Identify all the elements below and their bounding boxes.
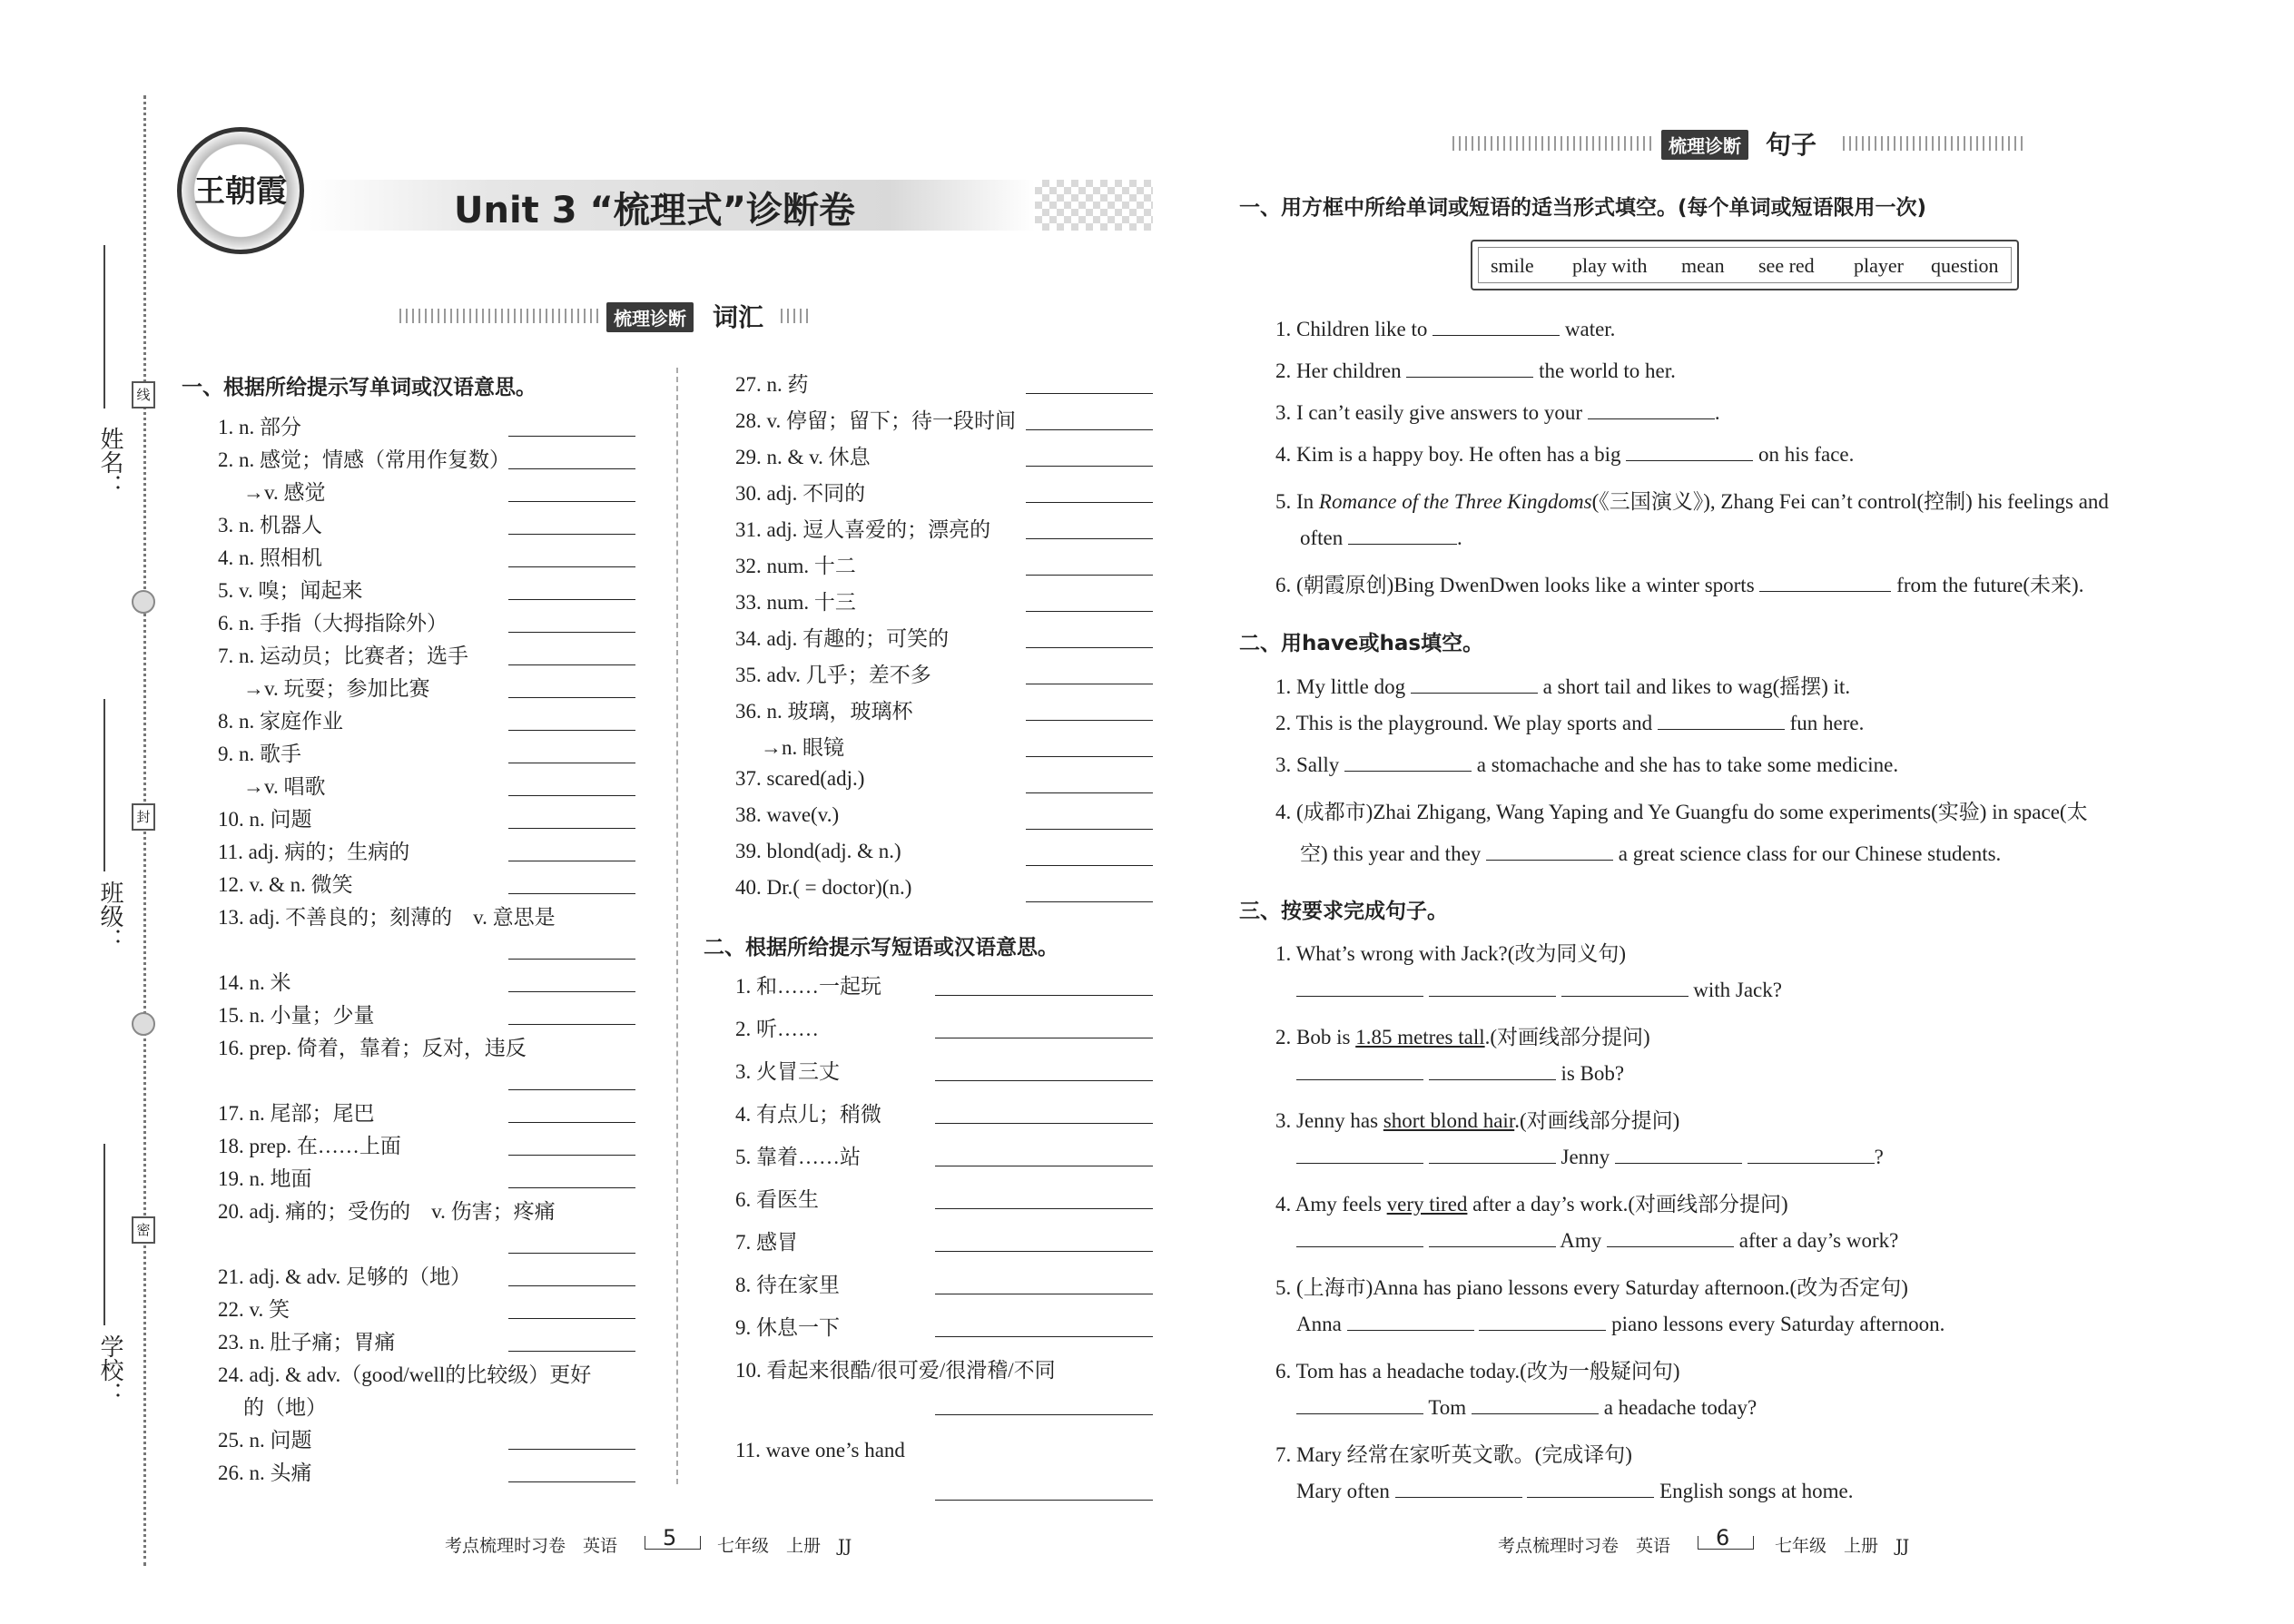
answer-blank[interactable] [1026,611,1153,612]
footer-right-text: 考点梳理时习卷 英语 [1498,1536,1671,1556]
vocab-item: 21. adj. & adv. 足够的（地） [218,1265,471,1288]
school-write-line [103,1144,105,1325]
answer-blank[interactable] [1348,544,1457,545]
sentence-section-tag: 梳理诊断 [1661,130,1748,160]
vocab-item: 6. 看医生 [735,1188,819,1211]
vocab-item: 40. Dr.( = doctor)(n.) [735,876,912,899]
s1-q6: 6. (朝霞原创)Bing DwenDwen looks like a winter sports from the future(未来). [1275,574,2084,596]
page-number-bracket [1698,1536,1754,1550]
s2-q2: 2. This is the playground. We play sports and fun here. [1275,712,1865,734]
vocab-item: 5. v. 嗅；闻起来 [218,579,363,602]
s3-q3: 3. Jenny has short blond hair.(对画线部分提问) [1275,1109,1680,1132]
vocab-item: 7. 感冒 [735,1231,798,1254]
box-word: play with [1572,254,1648,277]
footer-left-page-number: 5 [663,1525,677,1550]
answer-blank[interactable] [508,1122,635,1123]
name-write-line [103,245,105,408]
s3-q7-answer: Mary often English songs at home. [1296,1480,1854,1502]
footer-left-grade: 七年级 上册 JJ [717,1536,852,1556]
s2-q3: 3. Sally a stomachache and she has to take some medicine. [1275,753,1899,776]
s1-q4: 4. Kim is a happy boy. He often has a big on his face. [1275,443,1855,466]
answer-blank[interactable] [1026,829,1153,830]
s1-q5-cont: often . [1300,527,1462,549]
vocab-item: 4. 有点儿；稍微 [735,1103,881,1126]
answer-blank[interactable] [1429,1246,1556,1247]
answer-blank[interactable] [1486,860,1613,861]
answer-blank[interactable] [935,1336,1153,1337]
answer-blank[interactable] [508,501,635,502]
s1-q1: 1. Children like to water. [1275,318,1616,340]
answer-blank[interactable] [508,828,635,829]
name-label: 姓名： [96,427,123,497]
s3-q2-answer: is Bob? [1296,1062,1624,1086]
answer-blank[interactable] [1026,647,1153,648]
s3-q5: 5. (上海市)Anna has piano lessons every Saturday afternoon.(改为否定句) [1275,1276,1908,1299]
vocab-item: 11. wave one’s hand [735,1439,905,1462]
vocab-item: 15. n. 小量；少量 [218,1004,375,1027]
box-word: smile [1491,254,1534,277]
box-word: question [1931,254,1999,277]
answer-blank[interactable] [508,599,635,600]
s3-q4: 4. Amy feels very tired after a day’s work.(对画线部分提问) [1275,1193,1788,1216]
seal-mark-secret: 密 [132,1216,155,1244]
vocab-item: 38. wave(v.) [735,803,840,826]
vocab-item: 30. adj. 不同的 [735,482,866,505]
binding-hole [132,590,155,614]
answer-blank[interactable] [1026,792,1153,793]
part2-heading: 二、根据所给提示写短语或汉语意思。 [704,936,1058,960]
s3-q3-answer: Jenny ? [1296,1146,1884,1169]
vocab-item: 12. v. & n. 微笑 [218,873,353,896]
vocab-item: 1. 和……一起玩 [735,975,881,998]
answer-blank[interactable] [935,1080,1153,1081]
vocab-item: 25. n. 问题 [218,1429,312,1452]
vocab-item: 7. n. 运动员；比赛者；选手 [218,645,468,667]
s2-heading: 二、用have或has填空。 [1239,632,1484,655]
sentence-section-title: 句子 [1766,130,1817,160]
answer-blank[interactable] [1429,1163,1556,1164]
s3-heading: 三、按要求完成句子。 [1239,900,1448,923]
s3-q6: 6. Tom has a headache today.(改为一般疑问句) [1275,1360,1680,1383]
vocab-item: →v. 感觉 [243,481,326,504]
box-word: see red [1758,254,1815,277]
answer-blank[interactable] [508,534,635,535]
answer-blank[interactable] [1026,575,1153,576]
answer-blank[interactable] [508,1253,635,1254]
vocab-item: →v. 玩耍；参加比赛 [243,677,430,700]
answer-blank[interactable] [935,1500,1153,1501]
answer-blank[interactable] [508,959,635,960]
answer-blank[interactable] [1626,460,1753,461]
seal-mark-line: 线 [132,381,155,408]
answer-blank[interactable] [1026,538,1153,539]
answer-blank[interactable] [508,1481,635,1482]
answer-blank[interactable] [508,1351,635,1352]
answer-blank[interactable] [508,1187,635,1188]
s3-q1: 1. What’s wrong with Jack?(改为同义句) [1275,942,1627,965]
answer-blank[interactable] [1026,756,1153,757]
s3-q7: 7. Mary 经常在家听英文歌。(完成译句) [1275,1443,1632,1466]
vocab-item: 20. adj. 痛的；受伤的 v. 伤害；疼痛 [218,1200,556,1223]
answer-blank[interactable] [1472,1413,1599,1414]
answer-blank[interactable] [1658,729,1785,730]
answer-blank[interactable] [935,1123,1153,1124]
vocab-item: 34. adj. 有趣的；可笑的 [735,627,950,650]
vocab-item: 8. n. 家庭作业 [218,710,343,733]
answer-blank[interactable] [1433,335,1560,336]
vocab-item: 8. 待在家里 [735,1274,840,1296]
answer-blank[interactable] [1296,1246,1423,1247]
vocab-item: 11. adj. 病的；生病的 [218,841,410,863]
answer-blank[interactable] [508,1155,635,1156]
vocab-item: 16. prep. 倚着，靠着；反对，违反 [218,1037,527,1059]
answer-blank[interactable] [935,995,1153,996]
s1-q5: 5. In Romance of the Three Kingdoms(《三国演义》), Zhang Fei can’t control(控制) his feelings and [1275,490,2109,513]
answer-blank[interactable] [508,893,635,894]
s3-q2: 2. Bob is 1.85 metres tall.(对画线部分提问) [1275,1026,1650,1048]
s1-q2: 2. Her children the world to her. [1275,359,1676,382]
vocab-item: 9. 休息一下 [735,1316,840,1339]
s1-heading: 一、用方框中所给单词或短语的适当形式填空。(每个单词或短语限用一次) [1239,196,1927,220]
vocab-item: 27. n. 药 [735,373,809,396]
answer-blank[interactable] [508,1449,635,1450]
answer-blank[interactable] [508,1285,635,1286]
vocab-item: 2. 听…… [735,1018,819,1040]
vocab-item: 37. scared(adj.) [735,767,865,790]
section-bar-dashes [781,309,808,323]
vocab-item: 3. 火冒三丈 [735,1060,840,1083]
answer-blank[interactable] [935,1251,1153,1252]
answer-blank[interactable] [1296,1163,1423,1164]
vocab-item: 9. n. 歌手 [218,743,301,765]
answer-blank[interactable] [508,697,635,698]
vocab-item: 1. n. 部分 [218,416,301,438]
answer-blank[interactable] [1026,393,1153,394]
word-box [1471,240,2019,290]
vocab-item: 22. v. 笑 [218,1298,290,1321]
answer-blank[interactable] [1344,771,1472,772]
brand-logo [177,127,304,254]
vocab-item: 10. n. 问题 [218,808,312,831]
class-label: 班级： [96,881,123,951]
binding-hole [132,1012,155,1036]
answer-blank[interactable] [1026,502,1153,503]
answer-blank[interactable] [508,664,635,665]
vocab-item: 17. n. 尾部；尾巴 [218,1102,375,1125]
vocab-item: 2. n. 感觉；情感（常用作复数） [218,448,510,471]
vocab-item: 36. n. 玻璃，玻璃杯 [735,700,913,723]
vocab-item: 23. n. 肚子痛；胃痛 [218,1331,396,1353]
box-word: mean [1681,254,1725,277]
page-number-bracket [645,1536,701,1550]
answer-blank[interactable] [1026,720,1153,721]
s2-q1: 1. My little dog a short tail and likes to wag(摇摆) it. [1275,675,1851,698]
answer-blank[interactable] [1411,693,1538,694]
footer-right-page-number: 6 [1716,1525,1730,1550]
brand-logo-text: 王朝霞 [194,173,287,210]
box-word: player [1854,254,1904,277]
vocab-section-title: 词汇 [713,302,764,332]
vocab-item: 39. blond(adj. & n.) [735,840,901,862]
answer-blank[interactable] [508,730,635,731]
vocab-item: 35. adv. 几乎；差不多 [735,664,931,686]
answer-blank[interactable] [508,436,635,437]
vocab-item: 6. n. 手指（大拇指除外） [218,612,448,635]
vocab-item: 4. n. 照相机 [218,546,322,569]
answer-blank[interactable] [935,1208,1153,1209]
s2-q4-cont: 空) this year and they a great science class for our Chinese students. [1300,842,2002,865]
vocab-item: 31. adj. 逗人喜爱的；漂亮的 [735,518,991,541]
vocab-item: 32. num. 十二 [735,555,856,577]
answer-blank[interactable] [1296,996,1423,997]
page-title: Unit 3 “梳理式”诊断卷 [454,190,856,231]
vocab-section-tag: 梳理诊断 [606,302,694,332]
answer-blank[interactable] [1296,1413,1423,1414]
title-banner-pattern [1035,180,1153,231]
footer-right-grade: 七年级 上册 JJ [1775,1536,1910,1556]
answer-blank[interactable] [508,566,635,567]
column-divider [676,368,678,1484]
vocab-item: 28. v. 停留；留下；待一段时间 [735,409,1017,432]
answer-blank[interactable] [1479,1330,1606,1331]
seal-mark-seal: 封 [132,803,155,831]
school-label: 学校： [96,1334,123,1405]
answer-blank[interactable] [1527,1497,1654,1498]
answer-blank[interactable] [1026,865,1153,866]
answer-blank[interactable] [1026,901,1153,902]
footer-left-text: 考点梳理时习卷 英语 [445,1536,618,1556]
binding-dotted-line [143,95,146,1566]
answer-blank[interactable] [1759,591,1891,592]
answer-blank[interactable] [1347,1330,1474,1331]
section-bar-dashes [1843,136,2024,151]
answer-blank[interactable] [1026,466,1153,467]
answer-blank[interactable] [1406,377,1533,378]
answer-blank[interactable] [1588,418,1715,419]
answer-blank[interactable] [1748,1163,1875,1164]
vocab-item: 24. adj. & adv.（good/well的比较级）更好 [218,1363,592,1386]
class-write-line [103,699,105,871]
part1-heading: 一、根据所给提示写单词或汉语意思。 [182,376,537,399]
vocab-item: →v. 唱歌 [243,775,326,798]
vocab-item: 的（地） [243,1396,327,1419]
answer-blank[interactable] [508,468,635,469]
answer-blank[interactable] [1607,1246,1734,1247]
vocab-item: 10. 看起来很酷/很可爱/很滑稽/不同 [735,1359,1056,1382]
vocab-item: 19. n. 地面 [218,1167,312,1190]
answer-blank[interactable] [1026,429,1153,430]
s3-q5-answer: Anna piano lessons every Saturday afternoon. [1296,1313,1945,1335]
answer-blank[interactable] [508,1318,635,1319]
vocab-item: 33. num. 十三 [735,591,856,614]
answer-blank[interactable] [508,1024,635,1025]
answer-blank[interactable] [1429,1079,1556,1080]
s1-q3: 3. I can’t easily give answers to your . [1275,401,1720,424]
vocab-item: 18. prep. 在……上面 [218,1135,401,1157]
answer-blank[interactable] [508,1089,635,1090]
s2-q4: 4. (成都市)Zhai Zhigang, Wang Yaping and Ye Guangfu do some experiments(实验) in space(太 [1275,801,2088,823]
vocab-item: 13. adj. 不善良的；刻薄的 v. 意思是 [218,906,556,929]
answer-blank[interactable] [1615,1163,1742,1164]
s3-q1-answer: with Jack? [1296,979,1782,1002]
answer-blank[interactable] [1429,996,1556,997]
section-bar-dashes [399,309,599,323]
answer-blank[interactable] [508,795,635,796]
answer-blank[interactable] [508,632,635,633]
section-bar-dashes [1452,136,1652,151]
vocab-item: 5. 靠着……站 [735,1146,861,1168]
answer-blank[interactable] [1395,1497,1522,1498]
answer-blank[interactable] [935,1414,1153,1415]
answer-blank[interactable] [508,991,635,992]
vocab-item: 14. n. 米 [218,971,291,994]
answer-blank[interactable] [1561,996,1689,997]
s3-q4-answer: Amy after a day’s work? [1296,1229,1898,1253]
vocab-item: →n. 眼镜 [761,736,844,759]
vocab-item: 3. n. 机器人 [218,514,322,536]
s3-q6-answer: Tom a headache today? [1296,1396,1757,1420]
answer-blank[interactable] [1296,1079,1423,1080]
vocab-item: 26. n. 头痛 [218,1462,312,1484]
vocab-item: 29. n. & v. 休息 [735,446,871,468]
